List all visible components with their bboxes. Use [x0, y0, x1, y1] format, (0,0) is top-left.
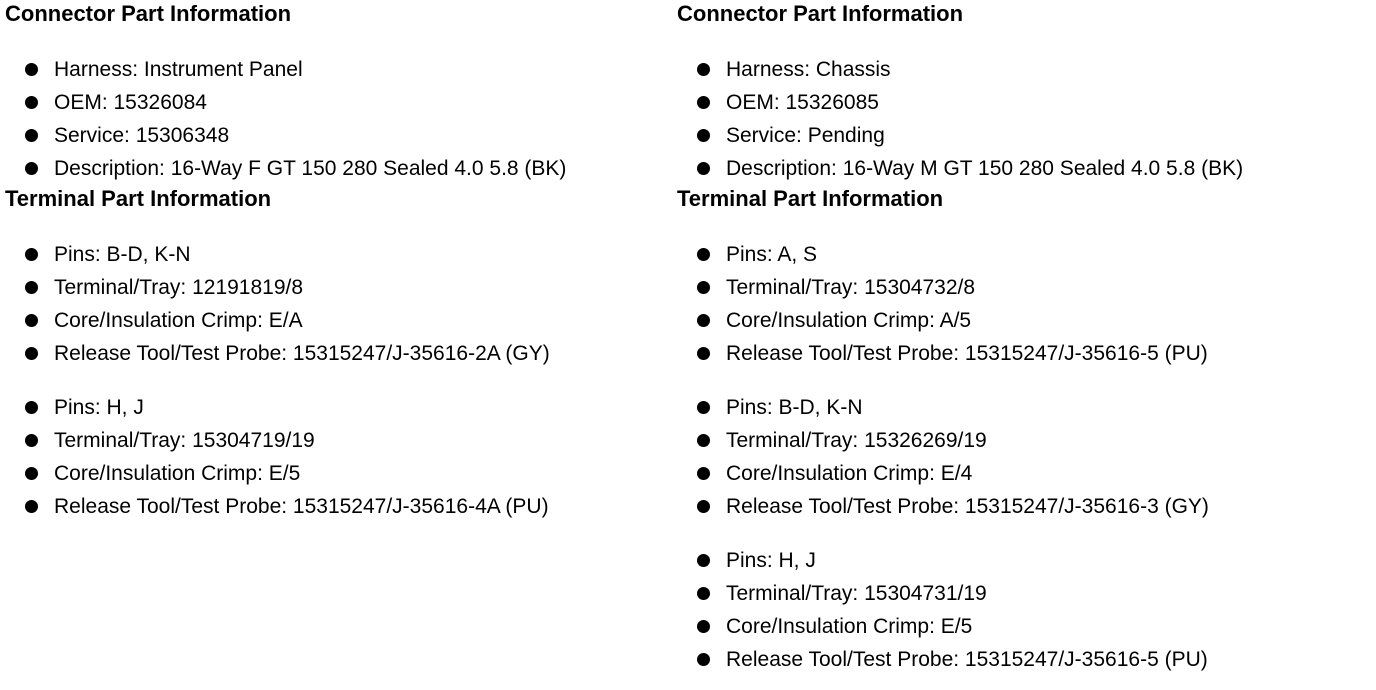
bullet-icon — [25, 500, 38, 513]
bullet-icon — [25, 401, 38, 414]
bullet-icon — [25, 281, 38, 294]
terminal-tray-text: Terminal/Tray: 15304732/8 — [726, 276, 976, 299]
description-text: Description: 16-Way F GT 150 280 Sealed 4.0 5.8 (BK) — [54, 157, 567, 180]
bullet-icon — [697, 653, 710, 666]
terminal-tray-text: Terminal/Tray: 15304731/19 — [726, 582, 987, 605]
bullet-icon — [25, 314, 38, 327]
terminal-tray-text: Terminal/Tray: 15304719/19 — [54, 429, 315, 452]
release-tool-text: Release Tool/Test Probe: 15315247/J-35616-5 (PU) — [726, 342, 1208, 365]
release-tool-text: Release Tool/Test Probe: 15315247/J-35616-5 (PU) — [726, 648, 1208, 671]
crimp-text: Core/Insulation Crimp: E/4 — [726, 462, 973, 485]
list-item — [5, 490, 673, 523]
crimp-text: Core/Insulation Crimp: E/5 — [726, 615, 973, 638]
harness-text: Harness: Chassis — [726, 58, 891, 81]
crimp-text: Core/Insulation Crimp: E/5 — [54, 462, 301, 485]
pins-text: Pins: H, J — [54, 396, 144, 419]
bullet-icon — [697, 162, 710, 175]
list-item — [5, 271, 673, 304]
bullet-icon — [697, 96, 710, 109]
terminal-heading: Terminal Part Information — [5, 186, 272, 211]
list-item — [677, 391, 1367, 424]
list-item — [677, 119, 1367, 152]
list-item — [677, 152, 1367, 185]
list-item — [5, 304, 673, 337]
pins-text: Pins: B-D, K-N — [54, 243, 191, 266]
bullet-icon — [25, 63, 38, 76]
list-item — [677, 53, 1367, 86]
bullet-icon — [697, 129, 710, 142]
bullet-icon — [25, 129, 38, 142]
oem-text: OEM: 15326085 — [726, 91, 879, 114]
list-item — [677, 490, 1367, 523]
list-item — [5, 337, 673, 370]
connector-heading: Connector Part Information — [677, 1, 964, 26]
list-item — [677, 271, 1367, 304]
terminal-group-2 — [677, 391, 1367, 523]
bullet-icon — [697, 620, 710, 633]
list-item — [677, 610, 1367, 643]
description-text: Description: 16-Way M GT 150 280 Sealed 4.0 5.8 (BK) — [726, 157, 1244, 180]
bullet-icon — [697, 434, 710, 447]
service-text: Service: 15306348 — [54, 124, 230, 147]
bullet-icon — [697, 63, 710, 76]
right-column — [677, 0, 1367, 676]
terminal-heading: Terminal Part Information — [677, 186, 944, 211]
connector-info-list — [677, 53, 1367, 185]
bullet-icon — [697, 401, 710, 414]
harness-text: Harness: Instrument Panel — [54, 58, 303, 81]
terminal-group-1 — [677, 238, 1367, 370]
release-tool-text: Release Tool/Test Probe: 15315247/J-35616-2A (GY) — [54, 342, 550, 365]
bullet-icon — [697, 347, 710, 360]
list-item — [677, 424, 1367, 457]
bullet-icon — [697, 248, 710, 261]
terminal-tray-text: Terminal/Tray: 12191819/8 — [54, 276, 304, 299]
bullet-icon — [697, 587, 710, 600]
list-item — [5, 391, 673, 424]
list-item — [5, 53, 673, 86]
bullet-icon — [697, 281, 710, 294]
bullet-icon — [697, 467, 710, 480]
connector-heading: Connector Part Information — [5, 1, 292, 26]
release-tool-text: Release Tool/Test Probe: 15315247/J-35616-3 (GY) — [726, 495, 1209, 518]
list-item — [5, 119, 673, 152]
connector-info-list — [5, 53, 673, 185]
terminal-tray-text: Terminal/Tray: 15326269/19 — [726, 429, 987, 452]
list-item — [677, 304, 1367, 337]
bullet-icon — [697, 500, 710, 513]
list-item — [5, 457, 673, 490]
bullet-icon — [25, 162, 38, 175]
pins-text: Pins: H, J — [726, 549, 816, 572]
release-tool-text: Release Tool/Test Probe: 15315247/J-35616-4A (PU) — [54, 495, 549, 518]
service-text: Service: Pending — [726, 124, 885, 147]
list-item — [677, 544, 1367, 577]
list-item — [677, 457, 1367, 490]
list-item — [5, 424, 673, 457]
terminal-group-1 — [5, 238, 673, 370]
bullet-icon — [25, 96, 38, 109]
bullet-icon — [697, 314, 710, 327]
list-item — [677, 238, 1367, 271]
list-item — [677, 86, 1367, 119]
crimp-text: Core/Insulation Crimp: A/5 — [726, 309, 972, 332]
list-item — [5, 152, 673, 185]
list-item — [5, 86, 673, 119]
list-item — [677, 337, 1367, 370]
list-item — [677, 577, 1367, 610]
crimp-text: Core/Insulation Crimp: E/A — [54, 309, 303, 332]
pins-text: Pins: A, S — [726, 243, 818, 266]
bullet-icon — [25, 248, 38, 261]
terminal-group-2 — [5, 391, 673, 523]
list-item — [677, 643, 1367, 676]
left-column — [5, 0, 673, 523]
pins-text: Pins: B-D, K-N — [726, 396, 863, 419]
list-item — [5, 238, 673, 271]
bullet-icon — [25, 347, 38, 360]
bullet-icon — [25, 434, 38, 447]
oem-text: OEM: 15326084 — [54, 91, 207, 114]
terminal-group-3 — [677, 544, 1367, 676]
bullet-icon — [697, 554, 710, 567]
bullet-icon — [25, 467, 38, 480]
